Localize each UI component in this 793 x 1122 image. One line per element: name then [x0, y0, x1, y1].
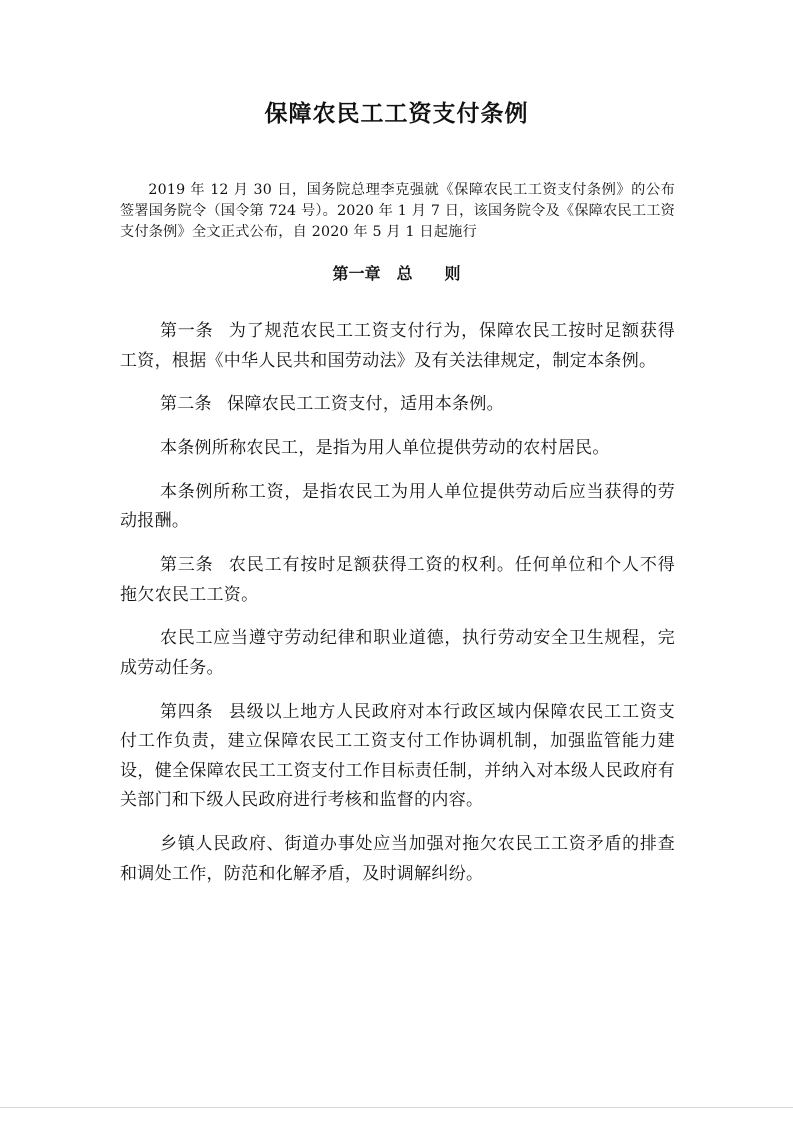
paragraph-text: 县级以上地方人民政府对本行政区域内保障农民工工资支付工作负责，建立保障农民工工资支付工作协调机制，加强监管能力建设，健全保障农民工工资支付工作目标责任制，并纳入对本级人民政府有关部门和下级人民政府进行考核和监督的内容。 — [120, 701, 675, 811]
regulation-body — [120, 317, 675, 903]
paragraph-text: 本条例所称农民工，是指为用人单位提供劳动的农村居民。 — [159, 438, 610, 459]
page-bottom-divider — [0, 1107, 793, 1108]
paragraph — [120, 551, 675, 610]
article-number: 第二条 — [159, 394, 212, 415]
paragraph — [120, 624, 675, 683]
document-title: 保障农民工工资支付条例 — [264, 100, 529, 127]
paragraph — [120, 434, 675, 464]
paragraph-text: 农民工应当遵守劳动纪律和职业道德，执行劳动安全卫生规程，完成劳动任务。 — [120, 628, 675, 678]
paragraph — [120, 390, 675, 420]
chapter-heading: 第一章 总 则 — [332, 264, 461, 283]
article-number: 第一条 — [159, 321, 214, 341]
article-number: 第四条 — [159, 701, 214, 722]
paragraph — [120, 478, 675, 537]
article-number: 第三条 — [159, 555, 214, 576]
paragraph-text: 本条例所称工资，是指农民工为用人单位提供劳动后应当获得的劳动报酬。 — [120, 481, 675, 532]
paragraph — [120, 317, 675, 376]
intro-note: 2019 年 12 月 30 日，国务院总理李克强就《保障农民工工资支付条例》的公布签署国务院令（国令第 724 号）。2020 年 1 月 7 日，该国务院令及《保障农民工工资支付条例》全文正式公布，自 2020 年 5 月 1 日起施行 — [120, 182, 675, 240]
paragraph-text: 农民工有按时足额获得工资的权利。任何单位和个人不得拖欠农民工工资。 — [120, 555, 675, 605]
paragraph-text: 乡镇人民政府、街道办事处应当加强对拖欠农民工工资矛盾的排查和调处工作，防范和化解矛盾，及时调解纠纷。 — [120, 834, 675, 884]
paragraph-text: 保障农民工工资支付，适用本条例。 — [227, 394, 504, 415]
paragraph — [120, 830, 675, 889]
paragraph-text: 为了规范农民工工资支付行为，保障农民工按时足额获得工资，根据《中华人民共和国劳动法》及有关法律规定，制定本条例。 — [120, 321, 675, 371]
paragraph — [120, 698, 675, 816]
